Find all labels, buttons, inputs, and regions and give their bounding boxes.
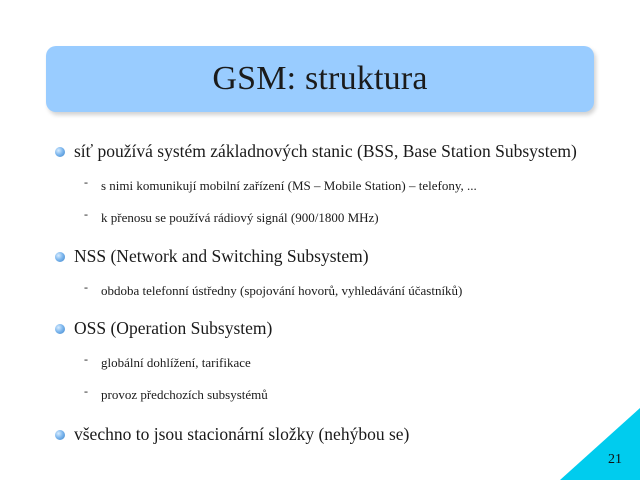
bullet-dot-icon — [55, 252, 65, 262]
corner-decoration — [560, 408, 640, 480]
page-number: 21 — [608, 452, 622, 467]
bullet-text: všechno to jsou stacionární složky (nehýbou se) — [74, 424, 410, 444]
dash-icon: - — [84, 352, 88, 366]
sub-bullet-text: k přenosu se používá rádiový signál (900/1800 MHz) — [101, 210, 379, 225]
sub-bullet-text: s nimi komunikují mobilní zařízení (MS – Mobile Station) – telefony, ... — [101, 178, 477, 193]
dash-icon: - — [84, 207, 88, 221]
bullet-text: síť používá systém základnových stanic (BSS, Base Station Subsystem) — [74, 141, 577, 161]
bullet-text: OSS (Operation Subsystem) — [74, 318, 273, 338]
sub-bullet-text: provoz předchozích subsystémů — [101, 387, 268, 402]
dash-icon: - — [84, 384, 88, 398]
slide-title: GSM: struktura — [212, 60, 428, 97]
bullet-dot-icon — [55, 147, 65, 157]
sub-bullet-text: globální dohlížení, tarifikace — [101, 355, 251, 370]
sub-bullet-text: obdoba telefonní ústředny (spojování hovorů, vyhledávání účastníků) — [101, 283, 463, 298]
dash-icon: - — [84, 175, 88, 189]
bullet-dot-icon — [55, 430, 65, 440]
dash-icon: - — [84, 280, 88, 294]
bullet-dot-icon — [55, 324, 65, 334]
bullet-text: NSS (Network and Switching Subsystem) — [74, 246, 369, 266]
